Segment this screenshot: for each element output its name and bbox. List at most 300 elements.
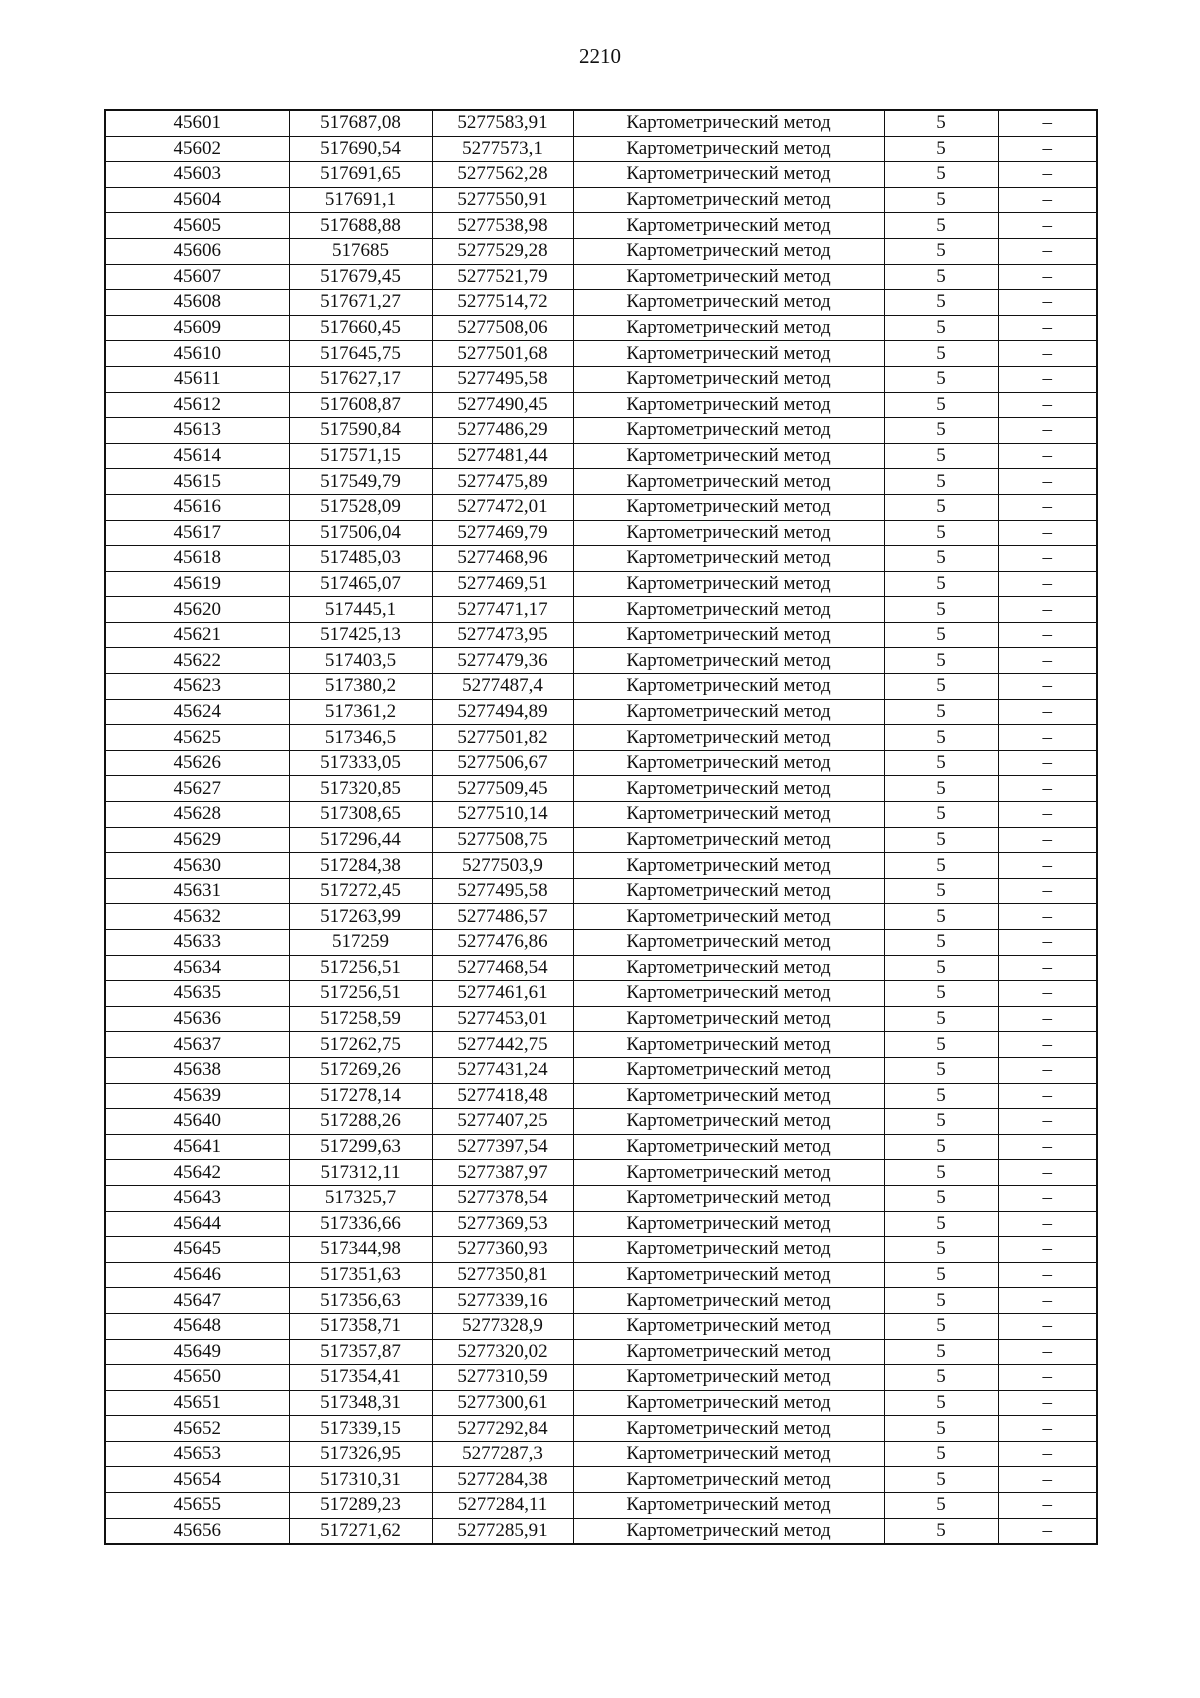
note-cell: – xyxy=(998,1390,1097,1416)
method-cell: Картометрический метод xyxy=(573,1134,884,1160)
point-number-cell: 45613 xyxy=(105,418,289,444)
x-coordinate-cell: 517679,45 xyxy=(289,264,432,290)
note-cell: – xyxy=(998,546,1097,572)
note-cell: – xyxy=(998,418,1097,444)
accuracy-cell: 5 xyxy=(884,213,998,239)
x-coordinate-cell: 517271,62 xyxy=(289,1518,432,1544)
method-cell: Картометрический метод xyxy=(573,469,884,495)
accuracy-cell: 5 xyxy=(884,853,998,879)
y-coordinate-cell: 5277292,84 xyxy=(432,1416,573,1442)
x-coordinate-cell: 517685 xyxy=(289,238,432,264)
table-row xyxy=(105,597,1097,623)
point-number-cell: 45615 xyxy=(105,469,289,495)
note-cell: – xyxy=(998,315,1097,341)
point-number-cell: 45618 xyxy=(105,546,289,572)
table-row xyxy=(105,1441,1097,1467)
table-row xyxy=(105,238,1097,264)
note-cell: – xyxy=(998,571,1097,597)
x-coordinate-cell: 517259 xyxy=(289,930,432,956)
method-cell: Картометрический метод xyxy=(573,571,884,597)
table-row xyxy=(105,418,1097,444)
table-row xyxy=(105,392,1097,418)
point-number-cell: 45624 xyxy=(105,699,289,725)
note-cell: – xyxy=(998,1467,1097,1493)
point-number-cell: 45602 xyxy=(105,136,289,162)
point-number-cell: 45627 xyxy=(105,776,289,802)
accuracy-cell: 5 xyxy=(884,1109,998,1135)
y-coordinate-cell: 5277468,54 xyxy=(432,955,573,981)
table-row xyxy=(105,546,1097,572)
x-coordinate-cell: 517348,31 xyxy=(289,1390,432,1416)
accuracy-cell: 5 xyxy=(884,904,998,930)
table-row xyxy=(105,264,1097,290)
y-coordinate-cell: 5277285,91 xyxy=(432,1518,573,1544)
table-row xyxy=(105,1313,1097,1339)
x-coordinate-cell: 517325,7 xyxy=(289,1185,432,1211)
y-coordinate-cell: 5277495,58 xyxy=(432,366,573,392)
accuracy-cell: 5 xyxy=(884,1467,998,1493)
note-cell: – xyxy=(998,213,1097,239)
note-cell: – xyxy=(998,930,1097,956)
accuracy-cell: 5 xyxy=(884,674,998,700)
table-row xyxy=(105,725,1097,751)
table-row xyxy=(105,622,1097,648)
method-cell: Картометрический метод xyxy=(573,366,884,392)
point-number-cell: 45621 xyxy=(105,622,289,648)
point-number-cell: 45648 xyxy=(105,1313,289,1339)
y-coordinate-cell: 5277508,75 xyxy=(432,827,573,853)
table-row xyxy=(105,494,1097,520)
y-coordinate-cell: 5277573,1 xyxy=(432,136,573,162)
y-coordinate-cell: 5277501,82 xyxy=(432,725,573,751)
accuracy-cell: 5 xyxy=(884,1416,998,1442)
method-cell: Картометрический метод xyxy=(573,1518,884,1544)
accuracy-cell: 5 xyxy=(884,930,998,956)
point-number-cell: 45620 xyxy=(105,597,289,623)
accuracy-cell: 5 xyxy=(884,1365,998,1391)
point-number-cell: 45646 xyxy=(105,1262,289,1288)
table-row xyxy=(105,1467,1097,1493)
point-number-cell: 45638 xyxy=(105,1057,289,1083)
x-coordinate-cell: 517289,23 xyxy=(289,1493,432,1519)
x-coordinate-cell: 517608,87 xyxy=(289,392,432,418)
method-cell: Картометрический метод xyxy=(573,213,884,239)
point-number-cell: 45631 xyxy=(105,878,289,904)
method-cell: Картометрический метод xyxy=(573,110,884,136)
accuracy-cell: 5 xyxy=(884,162,998,188)
method-cell: Картометрический метод xyxy=(573,1237,884,1263)
note-cell: – xyxy=(998,1237,1097,1263)
accuracy-cell: 5 xyxy=(884,341,998,367)
y-coordinate-cell: 5277562,28 xyxy=(432,162,573,188)
point-number-cell: 45601 xyxy=(105,110,289,136)
method-cell: Картометрический метод xyxy=(573,827,884,853)
note-cell: – xyxy=(998,827,1097,853)
method-cell: Картометрический метод xyxy=(573,725,884,751)
method-cell: Картометрический метод xyxy=(573,802,884,828)
table-row xyxy=(105,981,1097,1007)
coordinates-table xyxy=(104,109,1098,1545)
point-number-cell: 45630 xyxy=(105,853,289,879)
method-cell: Картометрический метод xyxy=(573,674,884,700)
note-cell: – xyxy=(998,878,1097,904)
note-cell: – xyxy=(998,366,1097,392)
y-coordinate-cell: 5277431,24 xyxy=(432,1057,573,1083)
method-cell: Картометрический метод xyxy=(573,392,884,418)
y-coordinate-cell: 5277328,9 xyxy=(432,1313,573,1339)
table-row xyxy=(105,341,1097,367)
point-number-cell: 45606 xyxy=(105,238,289,264)
note-cell: – xyxy=(998,136,1097,162)
method-cell: Картометрический метод xyxy=(573,290,884,316)
accuracy-cell: 5 xyxy=(884,699,998,725)
table-row xyxy=(105,1262,1097,1288)
accuracy-cell: 5 xyxy=(884,392,998,418)
point-number-cell: 45629 xyxy=(105,827,289,853)
method-cell: Картометрический метод xyxy=(573,1313,884,1339)
note-cell: – xyxy=(998,648,1097,674)
point-number-cell: 45603 xyxy=(105,162,289,188)
point-number-cell: 45614 xyxy=(105,443,289,469)
accuracy-cell: 5 xyxy=(884,1339,998,1365)
y-coordinate-cell: 5277495,58 xyxy=(432,878,573,904)
y-coordinate-cell: 5277473,95 xyxy=(432,622,573,648)
method-cell: Картометрический метод xyxy=(573,1390,884,1416)
note-cell: – xyxy=(998,1518,1097,1544)
note-cell: – xyxy=(998,1057,1097,1083)
point-number-cell: 45612 xyxy=(105,392,289,418)
x-coordinate-cell: 517506,04 xyxy=(289,520,432,546)
point-number-cell: 45644 xyxy=(105,1211,289,1237)
note-cell: – xyxy=(998,494,1097,520)
accuracy-cell: 5 xyxy=(884,597,998,623)
note-cell: – xyxy=(998,981,1097,1007)
accuracy-cell: 5 xyxy=(884,110,998,136)
x-coordinate-cell: 517691,65 xyxy=(289,162,432,188)
x-coordinate-cell: 517354,41 xyxy=(289,1365,432,1391)
x-coordinate-cell: 517326,95 xyxy=(289,1441,432,1467)
note-cell: – xyxy=(998,1160,1097,1186)
method-cell: Картометрический метод xyxy=(573,699,884,725)
accuracy-cell: 5 xyxy=(884,1441,998,1467)
y-coordinate-cell: 5277472,01 xyxy=(432,494,573,520)
x-coordinate-cell: 517425,13 xyxy=(289,622,432,648)
y-coordinate-cell: 5277350,81 xyxy=(432,1262,573,1288)
method-cell: Картометрический метод xyxy=(573,853,884,879)
accuracy-cell: 5 xyxy=(884,955,998,981)
table-row xyxy=(105,571,1097,597)
note-cell: – xyxy=(998,1493,1097,1519)
table-row xyxy=(105,955,1097,981)
accuracy-cell: 5 xyxy=(884,1134,998,1160)
note-cell: – xyxy=(998,725,1097,751)
y-coordinate-cell: 5277468,96 xyxy=(432,546,573,572)
point-number-cell: 45625 xyxy=(105,725,289,751)
note-cell: – xyxy=(998,110,1097,136)
x-coordinate-cell: 517688,88 xyxy=(289,213,432,239)
x-coordinate-cell: 517284,38 xyxy=(289,853,432,879)
table-row xyxy=(105,213,1097,239)
x-coordinate-cell: 517312,11 xyxy=(289,1160,432,1186)
table-row xyxy=(105,520,1097,546)
y-coordinate-cell: 5277490,45 xyxy=(432,392,573,418)
note-cell: – xyxy=(998,853,1097,879)
table-row xyxy=(105,750,1097,776)
point-number-cell: 45635 xyxy=(105,981,289,1007)
accuracy-cell: 5 xyxy=(884,1032,998,1058)
method-cell: Картометрический метод xyxy=(573,1416,884,1442)
x-coordinate-cell: 517344,98 xyxy=(289,1237,432,1263)
table-row xyxy=(105,1211,1097,1237)
table-row xyxy=(105,853,1097,879)
accuracy-cell: 5 xyxy=(884,1390,998,1416)
table-row xyxy=(105,110,1097,136)
accuracy-cell: 5 xyxy=(884,878,998,904)
method-cell: Картометрический метод xyxy=(573,264,884,290)
accuracy-cell: 5 xyxy=(884,827,998,853)
note-cell: – xyxy=(998,469,1097,495)
table-row xyxy=(105,878,1097,904)
point-number-cell: 45651 xyxy=(105,1390,289,1416)
note-cell: – xyxy=(998,699,1097,725)
note-cell: – xyxy=(998,597,1097,623)
accuracy-cell: 5 xyxy=(884,187,998,213)
y-coordinate-cell: 5277469,79 xyxy=(432,520,573,546)
accuracy-cell: 5 xyxy=(884,776,998,802)
y-coordinate-cell: 5277476,86 xyxy=(432,930,573,956)
note-cell: – xyxy=(998,1339,1097,1365)
point-number-cell: 45653 xyxy=(105,1441,289,1467)
accuracy-cell: 5 xyxy=(884,1006,998,1032)
x-coordinate-cell: 517258,59 xyxy=(289,1006,432,1032)
y-coordinate-cell: 5277508,06 xyxy=(432,315,573,341)
x-coordinate-cell: 517358,71 xyxy=(289,1313,432,1339)
note-cell: – xyxy=(998,1134,1097,1160)
accuracy-cell: 5 xyxy=(884,1211,998,1237)
point-number-cell: 45605 xyxy=(105,213,289,239)
y-coordinate-cell: 5277378,54 xyxy=(432,1185,573,1211)
y-coordinate-cell: 5277521,79 xyxy=(432,264,573,290)
y-coordinate-cell: 5277494,89 xyxy=(432,699,573,725)
table-row xyxy=(105,1288,1097,1314)
method-cell: Картометрический метод xyxy=(573,1057,884,1083)
point-number-cell: 45622 xyxy=(105,648,289,674)
accuracy-cell: 5 xyxy=(884,136,998,162)
table-row xyxy=(105,1390,1097,1416)
accuracy-cell: 5 xyxy=(884,622,998,648)
method-cell: Картометрический метод xyxy=(573,878,884,904)
accuracy-cell: 5 xyxy=(884,1185,998,1211)
point-number-cell: 45654 xyxy=(105,1467,289,1493)
x-coordinate-cell: 517346,5 xyxy=(289,725,432,751)
x-coordinate-cell: 517660,45 xyxy=(289,315,432,341)
x-coordinate-cell: 517256,51 xyxy=(289,981,432,1007)
point-number-cell: 45645 xyxy=(105,1237,289,1263)
table-row xyxy=(105,366,1097,392)
accuracy-cell: 5 xyxy=(884,1237,998,1263)
y-coordinate-cell: 5277300,61 xyxy=(432,1390,573,1416)
x-coordinate-cell: 517357,87 xyxy=(289,1339,432,1365)
point-number-cell: 45649 xyxy=(105,1339,289,1365)
table-row xyxy=(105,1057,1097,1083)
table-row xyxy=(105,443,1097,469)
point-number-cell: 45617 xyxy=(105,520,289,546)
point-number-cell: 45641 xyxy=(105,1134,289,1160)
point-number-cell: 45634 xyxy=(105,955,289,981)
accuracy-cell: 5 xyxy=(884,1083,998,1109)
point-number-cell: 45626 xyxy=(105,750,289,776)
table-row xyxy=(105,827,1097,853)
table-row xyxy=(105,648,1097,674)
accuracy-cell: 5 xyxy=(884,981,998,1007)
table-row xyxy=(105,1032,1097,1058)
table-row xyxy=(105,187,1097,213)
y-coordinate-cell: 5277387,97 xyxy=(432,1160,573,1186)
note-cell: – xyxy=(998,187,1097,213)
note-cell: – xyxy=(998,1211,1097,1237)
table-row xyxy=(105,1160,1097,1186)
table-row xyxy=(105,1365,1097,1391)
y-coordinate-cell: 5277514,72 xyxy=(432,290,573,316)
table-row xyxy=(105,469,1097,495)
x-coordinate-cell: 517356,63 xyxy=(289,1288,432,1314)
method-cell: Картометрический метод xyxy=(573,136,884,162)
note-cell: – xyxy=(998,264,1097,290)
point-number-cell: 45604 xyxy=(105,187,289,213)
x-coordinate-cell: 517687,08 xyxy=(289,110,432,136)
x-coordinate-cell: 517403,5 xyxy=(289,648,432,674)
x-coordinate-cell: 517269,26 xyxy=(289,1057,432,1083)
table-row xyxy=(105,904,1097,930)
x-coordinate-cell: 517445,1 xyxy=(289,597,432,623)
table-row xyxy=(105,1493,1097,1519)
method-cell: Картометрический метод xyxy=(573,776,884,802)
y-coordinate-cell: 5277550,91 xyxy=(432,187,573,213)
x-coordinate-cell: 517288,26 xyxy=(289,1109,432,1135)
method-cell: Картометрический метод xyxy=(573,981,884,1007)
point-number-cell: 45610 xyxy=(105,341,289,367)
method-cell: Картометрический метод xyxy=(573,622,884,648)
method-cell: Картометрический метод xyxy=(573,187,884,213)
point-number-cell: 45643 xyxy=(105,1185,289,1211)
x-coordinate-cell: 517549,79 xyxy=(289,469,432,495)
y-coordinate-cell: 5277461,61 xyxy=(432,981,573,1007)
table-row xyxy=(105,1006,1097,1032)
accuracy-cell: 5 xyxy=(884,802,998,828)
point-number-cell: 45608 xyxy=(105,290,289,316)
method-cell: Картометрический метод xyxy=(573,1365,884,1391)
point-number-cell: 45607 xyxy=(105,264,289,290)
method-cell: Картометрический метод xyxy=(573,1211,884,1237)
x-coordinate-cell: 517691,1 xyxy=(289,187,432,213)
note-cell: – xyxy=(998,1313,1097,1339)
note-cell: – xyxy=(998,1109,1097,1135)
method-cell: Картометрический метод xyxy=(573,1262,884,1288)
point-number-cell: 45656 xyxy=(105,1518,289,1544)
x-coordinate-cell: 517333,05 xyxy=(289,750,432,776)
table-row xyxy=(105,290,1097,316)
point-number-cell: 45611 xyxy=(105,366,289,392)
y-coordinate-cell: 5277320,02 xyxy=(432,1339,573,1365)
note-cell: – xyxy=(998,392,1097,418)
method-cell: Картометрический метод xyxy=(573,1006,884,1032)
accuracy-cell: 5 xyxy=(884,571,998,597)
point-number-cell: 45637 xyxy=(105,1032,289,1058)
note-cell: – xyxy=(998,750,1097,776)
method-cell: Картометрический метод xyxy=(573,238,884,264)
method-cell: Картометрический метод xyxy=(573,597,884,623)
method-cell: Картометрический метод xyxy=(573,904,884,930)
note-cell: – xyxy=(998,443,1097,469)
y-coordinate-cell: 5277418,48 xyxy=(432,1083,573,1109)
note-cell: – xyxy=(998,1288,1097,1314)
table-row xyxy=(105,802,1097,828)
x-coordinate-cell: 517256,51 xyxy=(289,955,432,981)
y-coordinate-cell: 5277475,89 xyxy=(432,469,573,495)
y-coordinate-cell: 5277486,57 xyxy=(432,904,573,930)
method-cell: Картометрический метод xyxy=(573,1185,884,1211)
note-cell: – xyxy=(998,955,1097,981)
table-row xyxy=(105,1339,1097,1365)
note-cell: – xyxy=(998,776,1097,802)
method-cell: Картометрический метод xyxy=(573,315,884,341)
coordinates-table-body xyxy=(105,110,1097,1544)
method-cell: Картометрический метод xyxy=(573,1160,884,1186)
y-coordinate-cell: 5277453,01 xyxy=(432,1006,573,1032)
method-cell: Картометрический метод xyxy=(573,443,884,469)
x-coordinate-cell: 517308,65 xyxy=(289,802,432,828)
method-cell: Картометрический метод xyxy=(573,494,884,520)
x-coordinate-cell: 517645,75 xyxy=(289,341,432,367)
accuracy-cell: 5 xyxy=(884,315,998,341)
table-row xyxy=(105,699,1097,725)
accuracy-cell: 5 xyxy=(884,264,998,290)
note-cell: – xyxy=(998,1032,1097,1058)
y-coordinate-cell: 5277471,17 xyxy=(432,597,573,623)
table-row xyxy=(105,1237,1097,1263)
page-number: 2210 xyxy=(579,44,621,68)
x-coordinate-cell: 517671,27 xyxy=(289,290,432,316)
x-coordinate-cell: 517485,03 xyxy=(289,546,432,572)
accuracy-cell: 5 xyxy=(884,469,998,495)
y-coordinate-cell: 5277369,53 xyxy=(432,1211,573,1237)
y-coordinate-cell: 5277501,68 xyxy=(432,341,573,367)
accuracy-cell: 5 xyxy=(884,1518,998,1544)
method-cell: Картометрический метод xyxy=(573,546,884,572)
note-cell: – xyxy=(998,1006,1097,1032)
method-cell: Картометрический метод xyxy=(573,1339,884,1365)
note-cell: – xyxy=(998,1262,1097,1288)
accuracy-cell: 5 xyxy=(884,546,998,572)
note-cell: – xyxy=(998,622,1097,648)
accuracy-cell: 5 xyxy=(884,750,998,776)
method-cell: Картометрический метод xyxy=(573,750,884,776)
point-number-cell: 45636 xyxy=(105,1006,289,1032)
y-coordinate-cell: 5277506,67 xyxy=(432,750,573,776)
y-coordinate-cell: 5277339,16 xyxy=(432,1288,573,1314)
x-coordinate-cell: 517336,66 xyxy=(289,1211,432,1237)
note-cell: – xyxy=(998,1185,1097,1211)
y-coordinate-cell: 5277284,38 xyxy=(432,1467,573,1493)
x-coordinate-cell: 517361,2 xyxy=(289,699,432,725)
method-cell: Картометрический метод xyxy=(573,1467,884,1493)
point-number-cell: 45623 xyxy=(105,674,289,700)
accuracy-cell: 5 xyxy=(884,1057,998,1083)
method-cell: Картометрический метод xyxy=(573,1032,884,1058)
method-cell: Картометрический метод xyxy=(573,418,884,444)
table-row xyxy=(105,930,1097,956)
accuracy-cell: 5 xyxy=(884,1288,998,1314)
